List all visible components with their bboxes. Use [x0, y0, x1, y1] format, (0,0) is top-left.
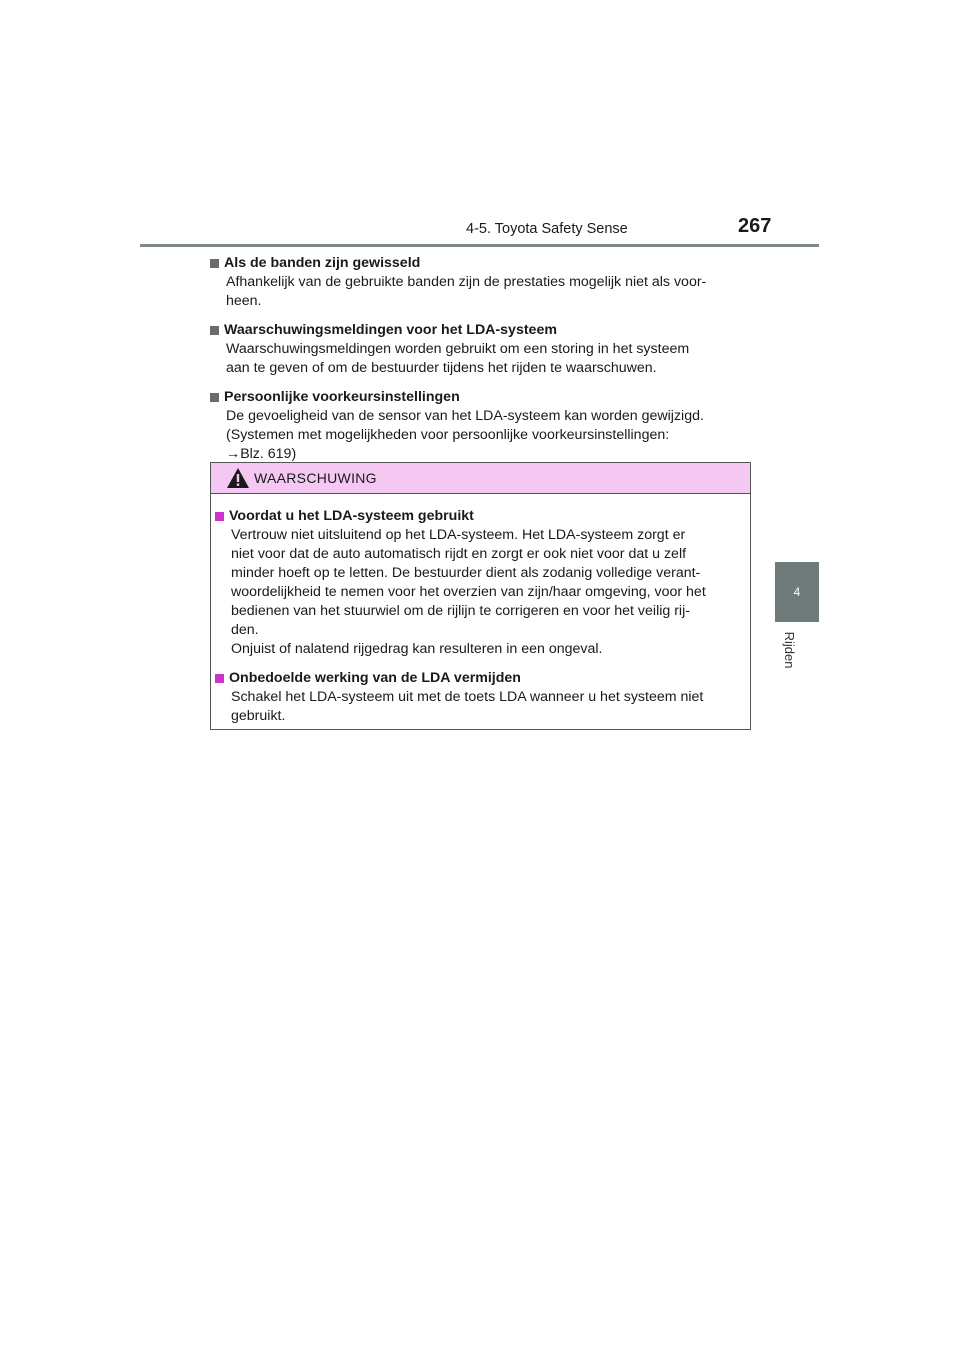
warning-item-voordat — [215, 506, 742, 659]
item-heading — [210, 253, 746, 273]
chapter-number: 4 — [793, 585, 801, 599]
item-title: Waarschuwingsmeldingen voor het LDA-systeem — [224, 322, 557, 338]
body-line: Afhankelijk van de gebruikte banden zijn de prestaties mogelijk niet als voor- — [226, 274, 707, 290]
item-title: Voordat u het LDA-systeem gebruikt — [229, 508, 474, 524]
warning-content — [211, 494, 750, 726]
body-line: Waarschuwingsmeldingen worden gebruikt om een storing in het systeem — [226, 341, 690, 357]
body-line: woordelijkheid te nemen voor het overzien van zijn/haar omgeving, voor het — [231, 584, 706, 600]
main-content — [210, 253, 746, 473]
item-body — [226, 340, 746, 378]
square-bullet-icon — [210, 393, 219, 402]
item-title: Als de banden zijn gewisseld — [224, 255, 421, 271]
chapter-tab — [775, 562, 819, 622]
warning-item-onbedoelde — [215, 668, 742, 726]
square-bullet-icon — [215, 674, 224, 683]
page-reference-link[interactable]: →Blz. 619) — [226, 446, 297, 462]
body-line: niet voor dat de auto automatisch rijdt en zorgt er ook niet voor dat u zelf — [231, 546, 687, 562]
chapter-label: Rijden — [782, 631, 797, 669]
square-bullet-icon — [210, 326, 219, 335]
item-body — [226, 273, 746, 311]
item-heading — [215, 506, 742, 526]
header-rule — [140, 244, 819, 247]
warning-title: WAARSCHUWING — [254, 470, 377, 486]
item-heading — [210, 320, 746, 340]
body-line: bedienen van het stuurwiel om de rijlijn te corrigeren en voor het veilig rij- — [231, 603, 690, 619]
body-line: De gevoeligheid van de sensor van het LDA-systeem kan worden gewijzigd. — [226, 408, 704, 424]
item-heading — [210, 387, 746, 407]
item-title: Persoonlijke voorkeursinstellingen — [224, 389, 460, 405]
item-body — [231, 526, 742, 659]
body-line: aan te geven of om de bestuurder tijdens het rijden te waarschuwen. — [226, 360, 657, 376]
body-line: Onjuist of nalatend rijgedrag kan resulteren in een ongeval. — [231, 641, 603, 657]
body-line: Vertrouw niet uitsluitend op het LDA-systeem. Het LDA-systeem zorgt er — [231, 527, 686, 543]
body-line: Schakel het LDA-systeem uit met de toets LDA wanneer u het systeem niet — [231, 689, 704, 705]
body-line: (Systemen met mogelijkheden voor persoonlijke voorkeursinstellingen: — [226, 427, 670, 443]
body-line: den. — [231, 622, 259, 638]
warning-header — [211, 463, 750, 494]
item-heading — [215, 668, 742, 688]
item-body — [231, 688, 742, 726]
body-line: heen. — [226, 293, 262, 309]
body-line: minder hoeft op te letten. De bestuurder dient als zodanig volledige verant- — [231, 565, 701, 581]
body-line: gebruikt. — [231, 708, 286, 724]
item-banden — [210, 253, 746, 311]
warning-triangle-icon — [226, 467, 250, 489]
page-number: 267 — [738, 215, 772, 237]
item-body — [226, 407, 746, 464]
section-title: 4-5. Toyota Safety Sense — [466, 221, 628, 237]
square-bullet-icon — [210, 259, 219, 268]
square-bullet-icon — [215, 512, 224, 521]
item-waarschuwingsmeldingen — [210, 320, 746, 378]
item-title: Onbedoelde werking van de LDA vermijden — [229, 670, 521, 686]
warning-box — [210, 462, 751, 730]
item-voorkeursinstellingen — [210, 387, 746, 464]
